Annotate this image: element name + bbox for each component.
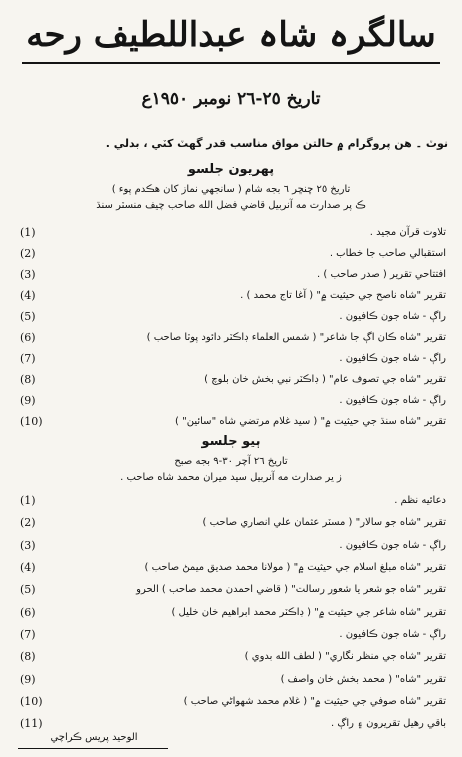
agenda-item-text: دعائيه نظم . [394, 495, 446, 507]
agenda-item [20, 306, 446, 327]
session-2-heading: ٻيو جلسو [201, 434, 261, 449]
agenda-item [20, 579, 446, 601]
agenda-item [20, 285, 446, 306]
agenda-item-text: تقرير "شاه صوفي جي حيثيت ۾" ( غلام محمد شهواڻي صاحب ) [183, 695, 446, 707]
agenda-item-text: تقرير "شاه شاعر جي حيثيت ۾" ( ڊاڪٽر محمد ابراهيم خان خليل ) [171, 606, 446, 618]
session-1-president-line: ڪ پر صدارت مه آنربيل قاضي فضل الله صاحب چيف منسٽر سنڌ [96, 200, 366, 211]
agenda-item-number: (3) [20, 267, 36, 281]
session-1-heading: پهريون جلسو [187, 162, 275, 177]
page-title: سالگرہ شاہ عبداللطیف رحه [26, 15, 436, 55]
agenda-item-number: (6) [20, 330, 36, 344]
agenda-item [20, 624, 446, 646]
agenda-item-text: تقرير "شاه جو شعر يا شعور رسالت" ( قاضي احمدن محمد صاحب ) الحرو [136, 584, 446, 596]
agenda-item-number: (8) [20, 650, 36, 664]
agenda-item-number: (7) [20, 627, 36, 641]
session-2-agenda [20, 490, 446, 735]
agenda-item-text: تقرير "شاه جي تصوف عام" ( ڊاڪٽر نبي بخش خان بلوچ ) [204, 373, 446, 385]
session-1-agenda [20, 222, 446, 432]
agenda-item-number: (4) [20, 561, 36, 575]
agenda-item [20, 327, 446, 348]
agenda-item-text: تقرير "شاه ڪان اڳ جا شاعر" ( شمس العلماء ڊاڪٽر دائود پوٽا صاحب ) [146, 331, 446, 343]
agenda-item-text: تقرير "شاه" ( محمد بخش خان واصف ) [280, 673, 446, 685]
agenda-item [20, 557, 446, 579]
agenda-item-number: (2) [20, 516, 36, 530]
title-divider [22, 62, 440, 64]
agenda-item-text: تقرير "شاه سنڌ جي حيثيت ۾" ( سيد غلام مرتضي شاه "سائين" ) [175, 415, 446, 427]
program-note: نوٽ ۔ هن پروگرام ۾ حالتن مواق مناسب قدر گهٽ کٽي ، بدلي . [105, 137, 448, 150]
agenda-item-text: استقبالي صاحب جا خطاب . [329, 247, 446, 259]
agenda-item-text: تلاوت قرآن مجيد . [369, 226, 446, 238]
agenda-item-text: تقرير "شاه مبلغ اسلام جي حيثيت ۾" ( مولانا محمد صديق ميمڻ صاحب ) [144, 562, 446, 574]
agenda-item [20, 243, 446, 264]
agenda-item-text: راڳ - شاه جون ڪافيون . [339, 310, 446, 322]
agenda-item-number: (11) [20, 717, 43, 731]
agenda-item-text: تقرير "شاه ناصح جي حيثيت ۾" ( آغا تاج محمد ) . [240, 289, 446, 301]
agenda-item-number: (4) [20, 288, 36, 302]
session-2-president-line: ز ير صدارت مه آنربيل سيد ميران محمد شاه صاحب . [120, 472, 342, 483]
agenda-item-text: تقرير "شاه جي منظر نگاري" ( لطف الله بدوي ) [244, 651, 446, 663]
agenda-item-number: (9) [20, 393, 36, 407]
agenda-item [20, 646, 446, 668]
agenda-item-number: (2) [20, 246, 36, 260]
agenda-item-number: (10) [20, 414, 43, 428]
event-date: تاريخ ٢٥-٢٦ نومبر ١٩٥٠ع [141, 89, 321, 109]
agenda-item-text: راڳ - شاه جون ڪافيون . [339, 394, 446, 406]
agenda-item-number: (5) [20, 309, 36, 323]
agenda-item-text: راڳ - شاه جون ڪافيون . [339, 539, 446, 551]
press-imprint: الوحيد پريس ڪراچي [50, 732, 138, 743]
agenda-item [20, 369, 446, 390]
agenda-item-number: (5) [20, 583, 36, 597]
agenda-item [20, 490, 446, 512]
agenda-item-number: (8) [20, 372, 36, 386]
agenda-item-text: افتتاحي تقرير ( صدر صاحب ) . [317, 268, 446, 280]
agenda-item [20, 512, 446, 534]
agenda-item-number: (1) [20, 225, 36, 239]
agenda-item-number: (10) [20, 694, 43, 708]
agenda-item-number: (9) [20, 672, 36, 686]
agenda-item [20, 535, 446, 557]
agenda-item [20, 411, 446, 432]
agenda-item-text: تقرير "شاه جو سالار" ( مسٽر عثمان علي انصاري صاحب ) [202, 517, 446, 529]
agenda-item [20, 601, 446, 623]
agenda-item-number: (3) [20, 538, 36, 552]
agenda-item [20, 348, 446, 369]
agenda-item-text: راڳ - شاه جون ڪافيون . [339, 352, 446, 364]
agenda-item [20, 222, 446, 243]
footer-underline [18, 748, 168, 749]
agenda-item-number: (6) [20, 605, 36, 619]
agenda-item-text: راڳ - شاه جون ڪافيون . [339, 628, 446, 640]
session-2-date-line: تاريخ ٢٦ آچر ٣٠-٩ بجه صبح [174, 456, 288, 467]
session-1-date-line: تاريخ ٢٥ ڇنڇر ٦ بجه شام ( سانجهي نماز کان هڪدم پوء ) [111, 184, 351, 195]
agenda-item [20, 264, 446, 285]
agenda-item [20, 390, 446, 411]
agenda-item-number: (1) [20, 494, 36, 508]
agenda-item [20, 691, 446, 713]
agenda-item-text: باقي رهيل تقريرون ۽ راڳ . [331, 718, 446, 730]
agenda-item-number: (7) [20, 351, 36, 365]
agenda-item [20, 668, 446, 690]
